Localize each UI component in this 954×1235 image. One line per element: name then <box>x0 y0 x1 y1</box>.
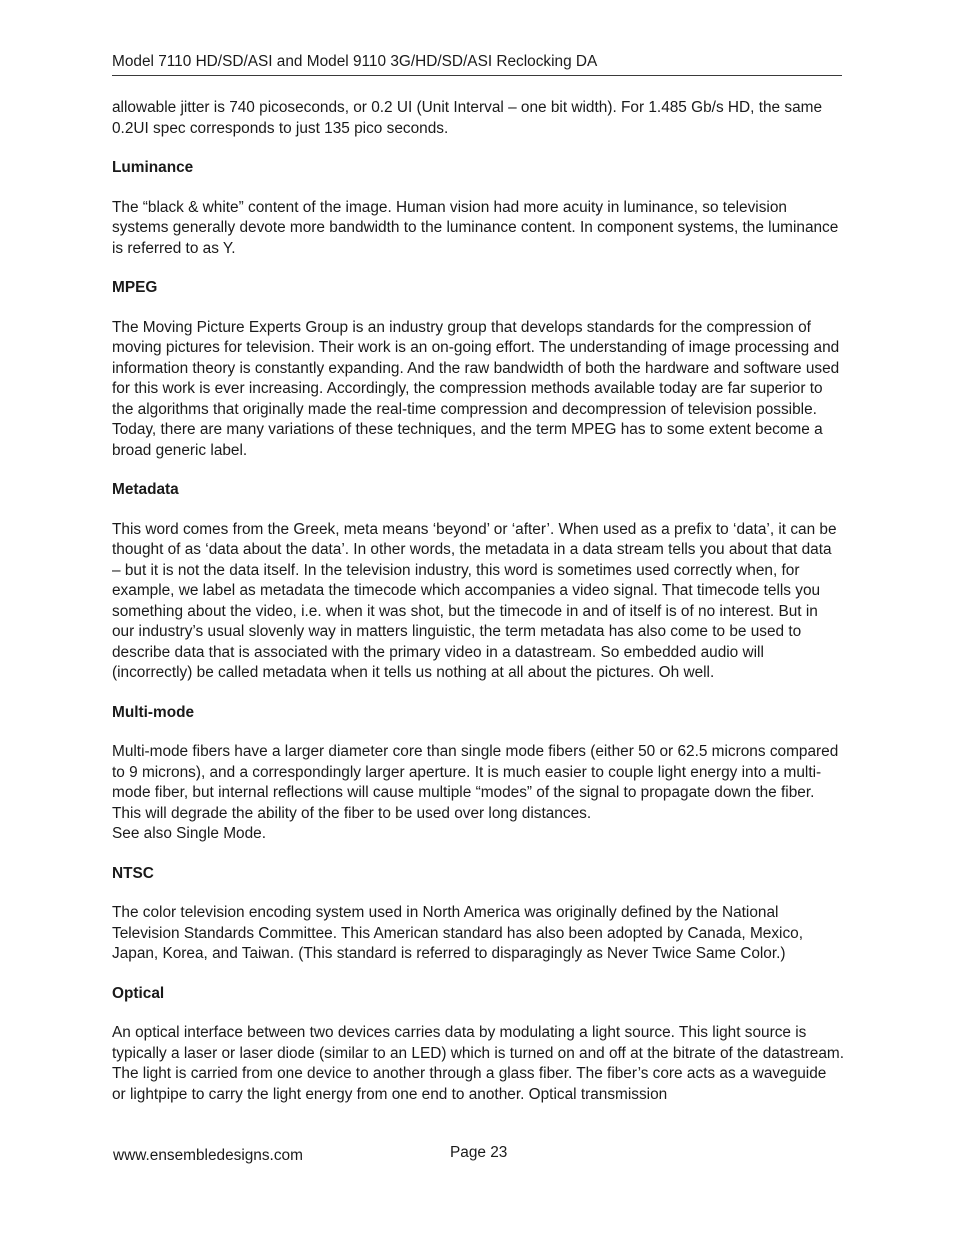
glossary-entry-metadata <box>112 480 844 684</box>
glossary-entry-luminance <box>112 158 844 259</box>
footer-page-number: Page 23 <box>450 1144 508 1161</box>
term-see-also: See also Single Mode. <box>112 825 267 842</box>
glossary-content <box>112 98 844 1105</box>
term-heading: Optical <box>112 984 165 1002</box>
glossary-entry-optical <box>112 984 844 1106</box>
document-title: Model 7110 HD/SD/ASI and Model 9110 3G/HD/SD/ASI Reclocking DA <box>112 53 598 70</box>
term-definition: The color television encoding system used in North America was originally defined by the National Television Standards Committee. This American standard has also been adopted by Canada, Mexico, Japan, Korea, and Taiwan. (This standard is referred to disparagingly as Never Twice Same Color.) <box>112 904 803 962</box>
term-definition: An optical interface between two devices carries data by modulating a light source. This light source is typically a laser or laser diode (similar to an LED) which is turned on and off at the bitrate of the datastream. The light is carried from one device to another through a glass fiber. The fiber’s core acts as a waveguide or lightpipe to carry the light energy from one end to another. Optical transmission <box>112 1024 844 1103</box>
term-heading: NTSC <box>112 864 154 882</box>
term-definition: The Moving Picture Experts Group is an industry group that develops standards for the compression of moving pictures for television. Their work is an on-going effort. The understanding of image processing and information theory is constantly expanding. And the raw bandwidth of both the hardware and software used for this work is ever increasing. Accordingly, the compression methods available today are far superior to the algorithms that originally made the real-time compression and decompression of television possible. Today, there are many variations of these techniques, and the term MPEG has to some extent become a broad generic label. <box>112 318 840 459</box>
term-heading: Luminance <box>112 159 194 176</box>
glossary-entry-multi-mode <box>112 703 844 845</box>
intro-paragraph: allowable jitter is 740 picoseconds, or 0.2 UI (Unit Interval – one bit width). For 1.485 Gb/s HD, the same 0.2UI spec corresponds to just 135 pico seconds. <box>112 99 823 137</box>
footer-website-url: www.ensembledesigns.com <box>113 1147 303 1164</box>
term-heading: MPEG <box>112 279 158 296</box>
glossary-entry-ntsc <box>112 864 844 965</box>
term-definition: This word comes from the Greek, meta means ‘beyond’ or ‘after’. When used as a prefix to ‘data’, it can be thought of as ‘data about the data’. In other words, the metadata in a data stream tells you about that data – but it is not the data itself. In the television industry, this word is sometimes used correctly when, for example, we label as metadata the timecode which accompanies a video signal. That timecode tells you something about the video, i.e. when it was shot, but the timecode in and of itself is of no interest. But in our industry’s usual slovenly way in matters linguistic, the term metadata has also come to be used to describe data that is associated with the primary video in a datastream. So embedded audio will (incorrectly) be called metadata when it tells us nothing at all about the pictures. Oh well. <box>112 520 837 681</box>
glossary-entry-mpeg <box>112 278 844 461</box>
term-definition: Multi-mode fibers have a larger diameter core than single mode fibers (either 50 or 62.5 microns compared to 9 microns), and a correspondingly larger aperture. It is much easier to couple light energy into a multi-mode fiber, but internal reflections will cause multiple “modes” of the signal to propagate down the fiber. This will degrade the ability of the fiber to be used over long distances. <box>112 743 839 822</box>
term-heading: Multi-mode <box>112 703 195 721</box>
page-header <box>112 51 842 76</box>
term-definition: The “black & white” content of the image. Human vision had more acuity in luminance, so television systems generally devote more bandwidth to the luminance content. In component systems, the luminance is referred to as Y. <box>112 198 839 257</box>
term-heading: Metadata <box>112 481 179 498</box>
